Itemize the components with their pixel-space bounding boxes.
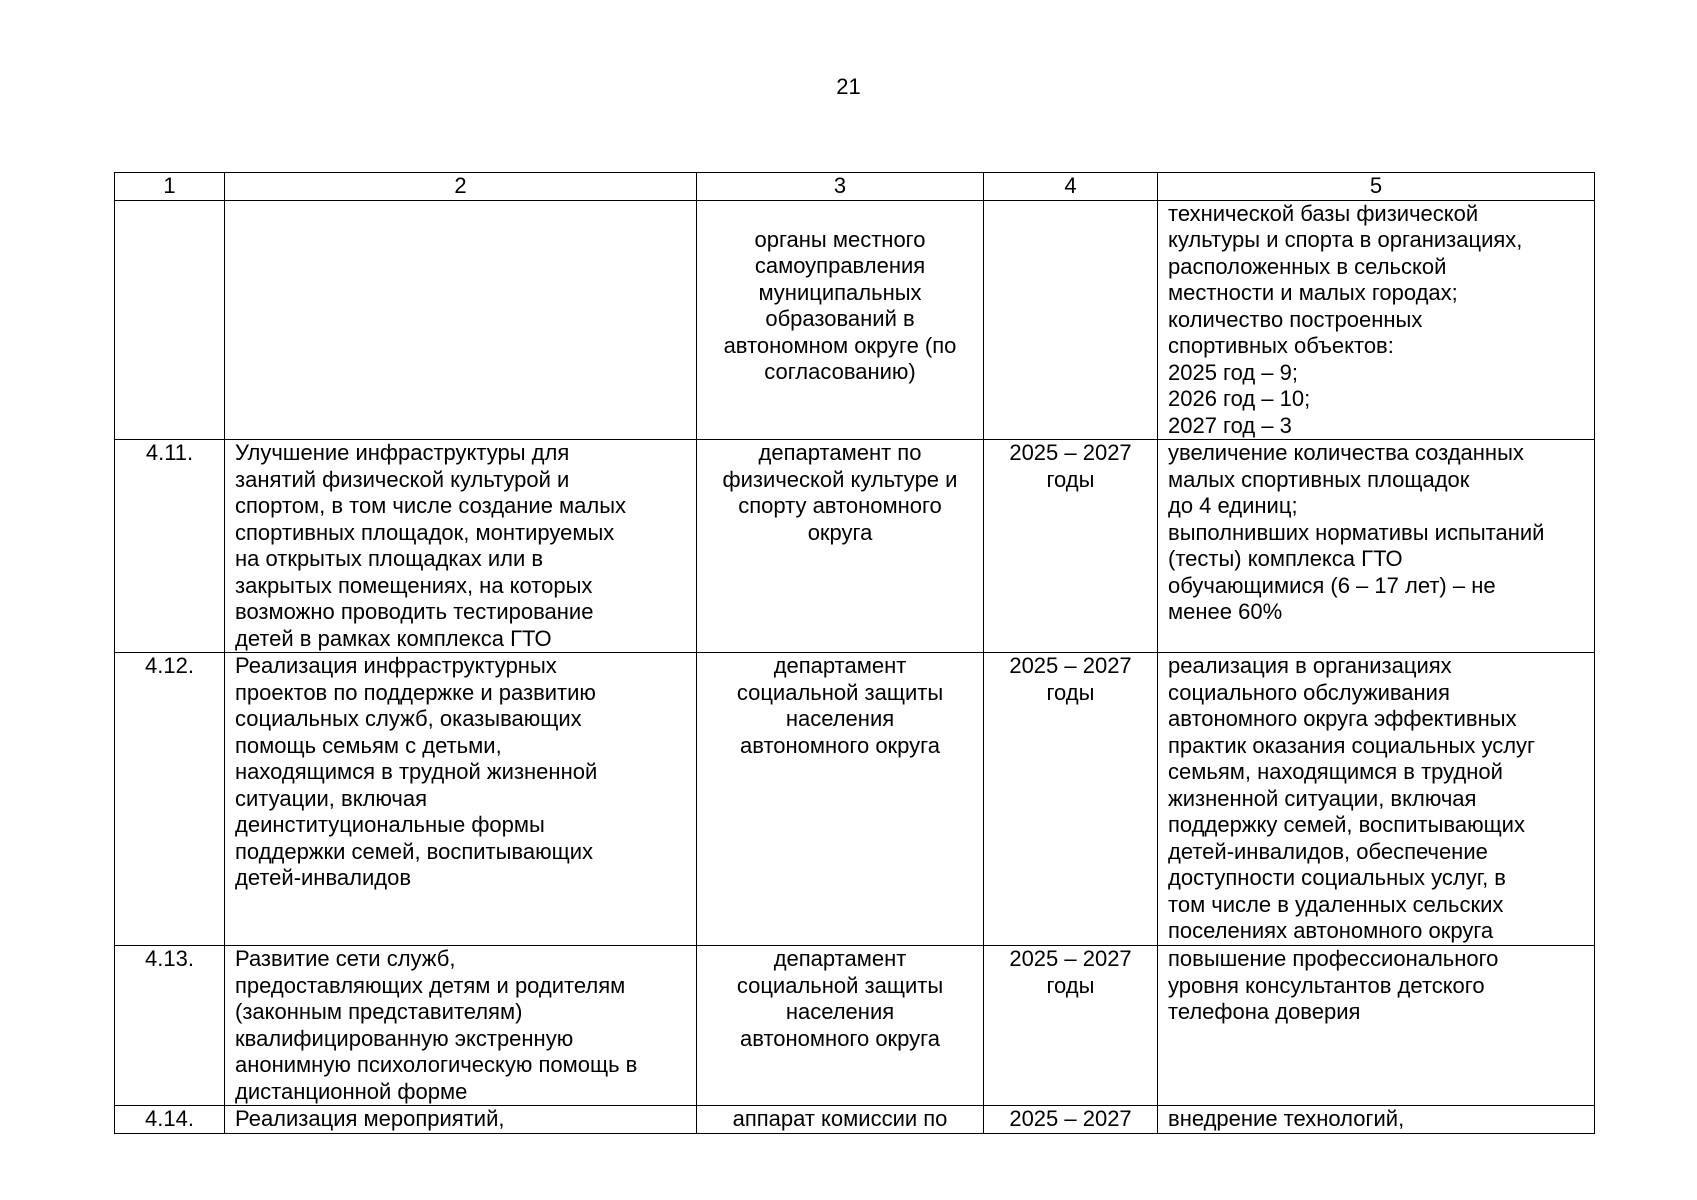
- table-header-row: [115, 173, 1595, 201]
- row-result: увеличение количества созданных малых спортивных площадок до 4 единиц; выполнивших нормативы испытаний (тесты) комплекса ГТО обучающимися (6 – 17 лет) – не менее 60%: [1158, 440, 1595, 653]
- row-number: [115, 200, 225, 440]
- row-period: [984, 200, 1158, 440]
- table-row: [115, 1106, 1595, 1134]
- row-action: [225, 200, 697, 440]
- row-result: технической базы физической культуры и спорта в организациях, расположенных в сельской местности и малых городах; количество построенных спортивных объектов: 2025 год – 9; 2026 год – 10; 2027 год – 3: [1158, 200, 1595, 440]
- row-result: реализация в организациях социального обслуживания автономного округа эффективных практик оказания социальных услуг семьям, находящимся в трудной жизненной ситуации, включая поддержку семей, воспитывающих детей-инвалидов, обеспечение доступности социальных услуг, в том числе в удаленных сельских поселениях автономного округа: [1158, 653, 1595, 946]
- page-number: 21: [836, 74, 861, 99]
- row-responsible: органы местного самоуправления муниципальных образований в автономном округе (по согласованию): [723, 226, 957, 384]
- row-period: 2025 – 2027 годы: [984, 946, 1158, 1106]
- row-period: 2025 – 2027 годы: [984, 653, 1158, 946]
- row-result: повышение профессионального уровня консультантов детского телефона доверия: [1158, 946, 1595, 1106]
- table-row: [115, 200, 1595, 440]
- column-header-5: 5: [1158, 173, 1595, 201]
- row-action: Улучшение инфраструктуры для занятий физической культурой и спортом, в том числе создание малых спортивных площадок, монтируемых на открытых площадках или в закрытых помещениях, на которых возможно проводить тестирование детей в рамках комплекса ГТО: [225, 440, 697, 653]
- row-action: Развитие сети служб, предоставляющих детям и родителям (законным представителям) квалифицированную экстренную анонимную психологическую помощь в дистанционной форме: [225, 946, 697, 1106]
- measures-table: [114, 172, 1595, 1134]
- row-result: внедрение технологий,: [1158, 1106, 1595, 1134]
- table-row: [115, 440, 1595, 653]
- row-number: 4.11.: [115, 440, 225, 653]
- row-action: Реализация мероприятий,: [225, 1106, 697, 1134]
- row-number: 4.13.: [115, 946, 225, 1106]
- row-period: 2025 – 2027: [984, 1106, 1158, 1134]
- row-responsible: аппарат комиссии по: [697, 1106, 984, 1134]
- row-responsible: департамент социальной защиты населения автономного округа: [697, 653, 984, 946]
- row-responsible-cell: [697, 200, 984, 440]
- table-row: [115, 946, 1595, 1106]
- row-action: Реализация инфраструктурных проектов по поддержке и развитию социальных служб, оказывающих помощь семьям с детьми, находящимся в трудной жизненной ситуации, включая деинституциональные формы поддержки семей, воспитывающих детей-инвалидов: [225, 653, 697, 946]
- row-number: 4.12.: [115, 653, 225, 946]
- row-responsible: департамент по физической культуре и спорту автономного округа: [697, 440, 984, 653]
- column-header-1: 1: [115, 173, 225, 201]
- column-header-2: 2: [225, 173, 697, 201]
- table-row: [115, 653, 1595, 946]
- column-header-4: 4: [984, 173, 1158, 201]
- row-period: 2025 – 2027 годы: [984, 440, 1158, 653]
- row-responsible: департамент социальной защиты населения автономного округа: [697, 946, 984, 1106]
- column-header-3: 3: [697, 173, 984, 201]
- row-number: 4.14.: [115, 1106, 225, 1134]
